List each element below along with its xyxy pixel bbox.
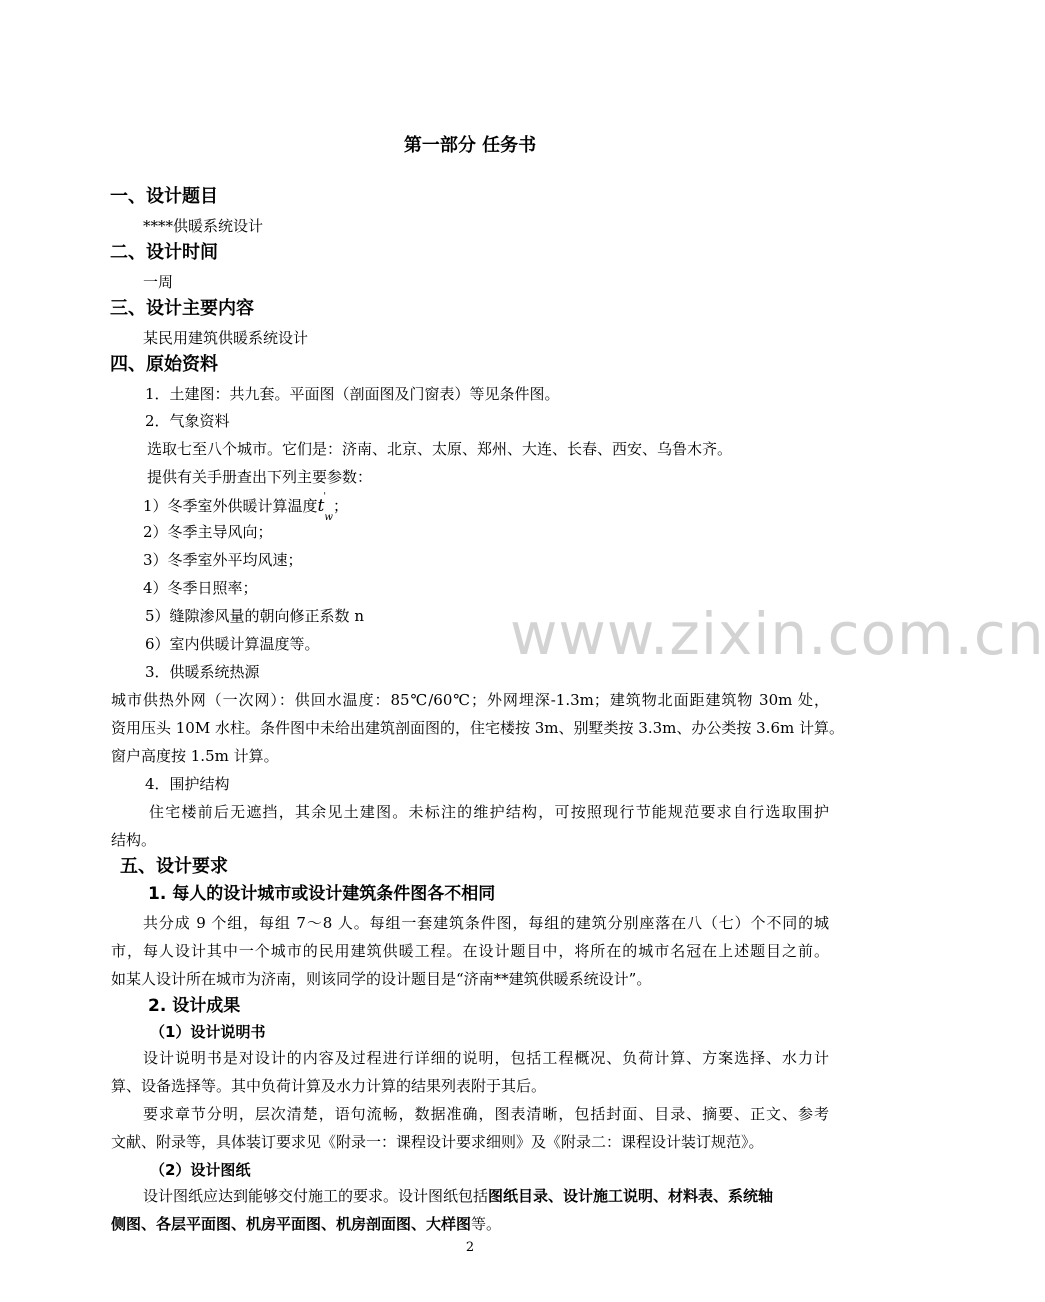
subheading-results: 2. 设计成果 (148, 996, 241, 1016)
heat-source-line-3: 窗户高度按 1.5m 计算。 (111, 747, 279, 765)
requirements-line-2: 文献、附录等，具体装订要求见《附录一：课程设计要求细则》及《附录二：课程设计装订规范》。 (111, 1133, 764, 1151)
section-3-body: 某民用建筑供暖系统设计 (143, 329, 309, 347)
manual-line-2: 算、设备选择等。其中负荷计算及水力计算的结果列表附于其后。 (111, 1077, 547, 1095)
params-intro: 提供有关手册查出下列主要参数： (147, 468, 373, 486)
param-1-text: 1）冬季室外供暖计算温度 (143, 497, 318, 515)
param-6: 6）室内供暖计算温度等。 (145, 635, 320, 653)
groups-line-2: 市，每人设计其中一个城市的民用建筑供暖工程。在设计题目中，将所在的城市名冠在上述题目之前。 (111, 942, 829, 960)
groups-line-1: 共分成 9 个组，每组 7～8 人。每组一套建筑条件图，每组的建筑分别座落在八（七）个不同的城 (143, 914, 829, 932)
param-3: 3）冬季室外平均风速； (143, 551, 303, 569)
subheading-drawings: （2）设计图纸 (150, 1161, 251, 1179)
requirements-line-1: 要求章节分明，层次清楚，语句流畅，数据准确，图表清晰，包括封面、目录、摘要、正文、参考 (143, 1105, 829, 1123)
param-2: 2）冬季主导风向； (143, 523, 273, 541)
groups-line-3: 如某人设计所在城市为济南，则该同学的设计题目是“济南**建筑供暖系统设计”。 (111, 970, 652, 988)
item-heat-source: 3．供暖系统热源 (145, 663, 260, 681)
section-heading-3: 三、设计主要内容 (110, 298, 254, 319)
param-1: 1）冬季室外供暖计算温度t ' $_w$； (143, 492, 348, 524)
watermark: www.zixin.com.cn (510, 600, 1045, 668)
subheading-design-city: 1. 每人的设计城市或设计建筑条件图各不相同 (148, 884, 496, 904)
drawings-line-2: 侧图、各层平面图、机房平面图、机房剖面图、大样图等。 (111, 1215, 502, 1233)
page-number: 2 (465, 1240, 475, 1255)
item-civil-drawings: 1．土建图：共九套。平面图（剖面图及门窗表）等见条件图。 (145, 385, 560, 403)
item-envelope: 4．围护结构 (145, 775, 230, 793)
drawings-list-bold-1: 图纸目录、设计施工说明、材料表、系统轴 (488, 1187, 774, 1205)
drawings-line-1: 设计图纸应达到能够交付施工的要求。设计图纸包括图纸目录、设计施工说明、材料表、系统轴 (143, 1187, 774, 1205)
page-title: 第一部分 任务书 (403, 135, 537, 156)
cities-text: 选取七至八个城市。它们是：济南、北京、太原、郑州、大连、长春、西安、乌鲁木齐。 (147, 440, 733, 458)
outdoor-temp-symbol: t ' $_w$ (317, 492, 333, 524)
section-1-body: ****供暖系统设计 (143, 217, 264, 235)
param-5: 5）缝隙渗风量的朝向修正系数 n (145, 607, 364, 625)
item-weather-data: 2．气象资料 (145, 412, 230, 430)
envelope-line-2: 结构。 (111, 831, 157, 849)
heat-source-line-1: 城市供热外网（一次网）：供回水温度：85℃/60℃；外网埋深-1.3m；建筑物北面距建筑物 30m 处， (111, 691, 829, 709)
drawings-list-bold-2: 侧图、各层平面图、机房平面图、机房剖面图、大样图 (111, 1215, 472, 1233)
section-2-body: 一周 (143, 273, 174, 291)
section-heading-4: 四、原始资料 (110, 354, 218, 375)
section-heading-2: 二、设计时间 (110, 242, 218, 263)
manual-line-1: 设计说明书是对设计的内容及过程进行详细的说明，包括工程概况、负荷计算、方案选择、水力计 (143, 1049, 829, 1067)
heat-source-line-2: 资用压头 10M 水柱。条件图中未给出建筑剖面图的，住宅楼按 3m、别墅类按 3.3m、办公类按 3.6m 计算。 (111, 719, 844, 737)
section-heading-1: 一、设计题目 (110, 186, 218, 207)
subheading-design-manual: （1）设计说明书 (150, 1023, 266, 1041)
section-heading-5: 五、设计要求 (120, 856, 228, 877)
param-4: 4）冬季日照率； (143, 579, 258, 597)
envelope-line-1: 住宅楼前后无遮挡，其余见土建图。未标注的维护结构，可按照现行节能规范要求自行选取围护 (149, 803, 829, 821)
